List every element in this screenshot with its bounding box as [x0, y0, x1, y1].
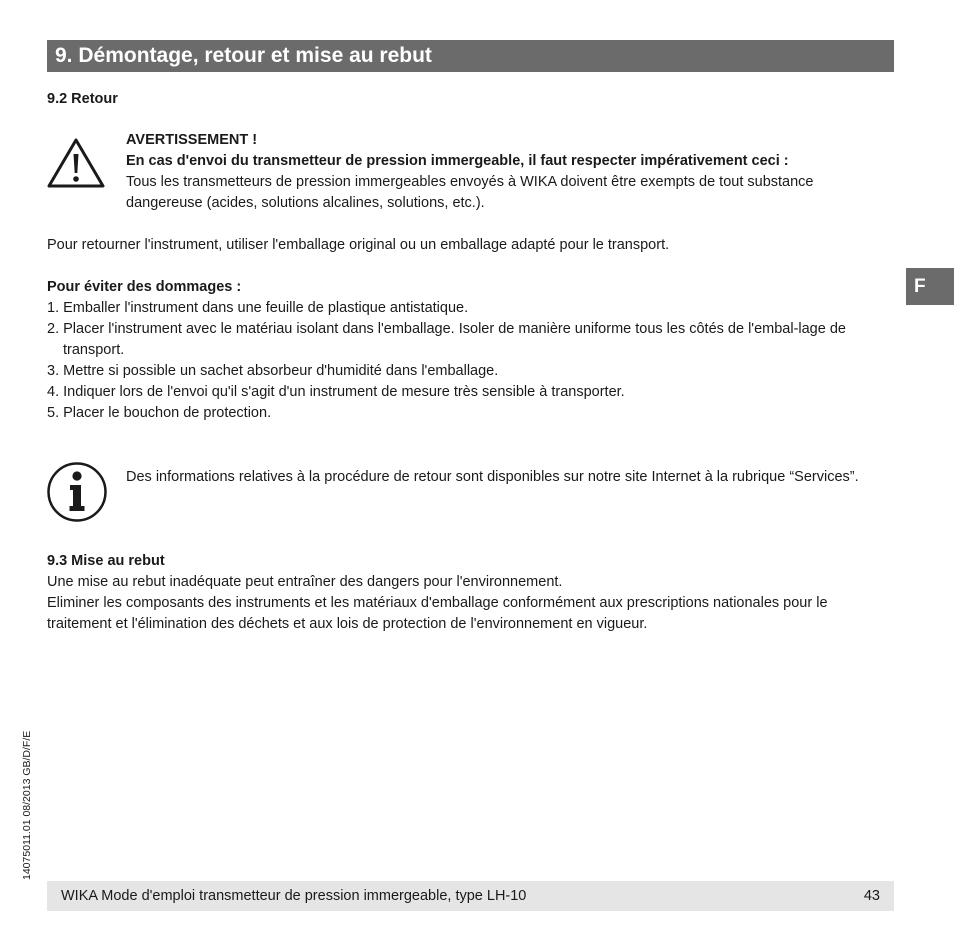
list-item: 3. Mettre si possible un sachet absorbeur d'humidité dans l'emballage. [47, 363, 499, 379]
list-item: 1. Emballer l'instrument dans une feuille de plastique antistatique. [47, 300, 469, 316]
info-icon [46, 461, 108, 523]
list-item: 5. Placer le bouchon de protection. [47, 405, 272, 421]
steps-list [47, 298, 887, 424]
language-tab: F [906, 268, 954, 305]
document-code: 14075011.01 08/2013 GB/D/F/E [21, 730, 33, 880]
list-item: 2. Placer l'instrument avec le matériau isolant dans l'emballage. Isoler de manière uniforme tous les côtés de l'embal-lage de transport. [47, 321, 846, 358]
page-number: 43 [863, 887, 880, 904]
warning-block [126, 130, 894, 214]
damage-heading: Pour éviter des dommages : [47, 279, 242, 295]
info-text: Des informations relatives à la procédure de retour sont disponibles sur notre site Internet à la rubrique “Services”. [126, 469, 859, 485]
return-intro: Pour retourner l'instrument, utiliser l'emballage original ou un emballage adapté pour le transport. [47, 237, 670, 253]
subsection-heading-mise-au-rebut: 9.3 Mise au rebut [47, 553, 165, 569]
warning-title: AVERTISSEMENT ! [126, 132, 258, 148]
footer-title: WIKA Mode d'emploi transmetteur de pression immergeable, type LH-10 [61, 887, 527, 904]
warning-lead: En cas d'envoi du transmetteur de pression immergeable, il faut respecter impérativement ceci : [126, 153, 789, 169]
disposal-line-2: Eliminer les composants des instruments et les matériaux d'emballage conformément aux prescriptions nationales pour le traitement et l'élimination des déchets et aux lois de protection de l'environnement en vigueur. [47, 595, 828, 632]
warning-triangle-icon [46, 137, 106, 189]
footer-bar [47, 881, 894, 911]
list-item: 4. Indiquer lors de l'envoi qu'il s'agit d'un instrument de mesure très sensible à transporter. [47, 384, 625, 400]
section-header: 9. Démontage, retour et mise au rebut [47, 40, 894, 72]
subsection-heading-retour: 9.2 Retour [47, 91, 118, 107]
warning-text: Tous les transmetteurs de pression immergeables envoyés à WIKA doivent être exempts de tout substance dangereuse (acides, solutions alcalines, solutions, etc.). [126, 174, 814, 211]
disposal-line-1: Une mise au rebut inadéquate peut entraîner des dangers pour l'environnement. [47, 574, 563, 590]
